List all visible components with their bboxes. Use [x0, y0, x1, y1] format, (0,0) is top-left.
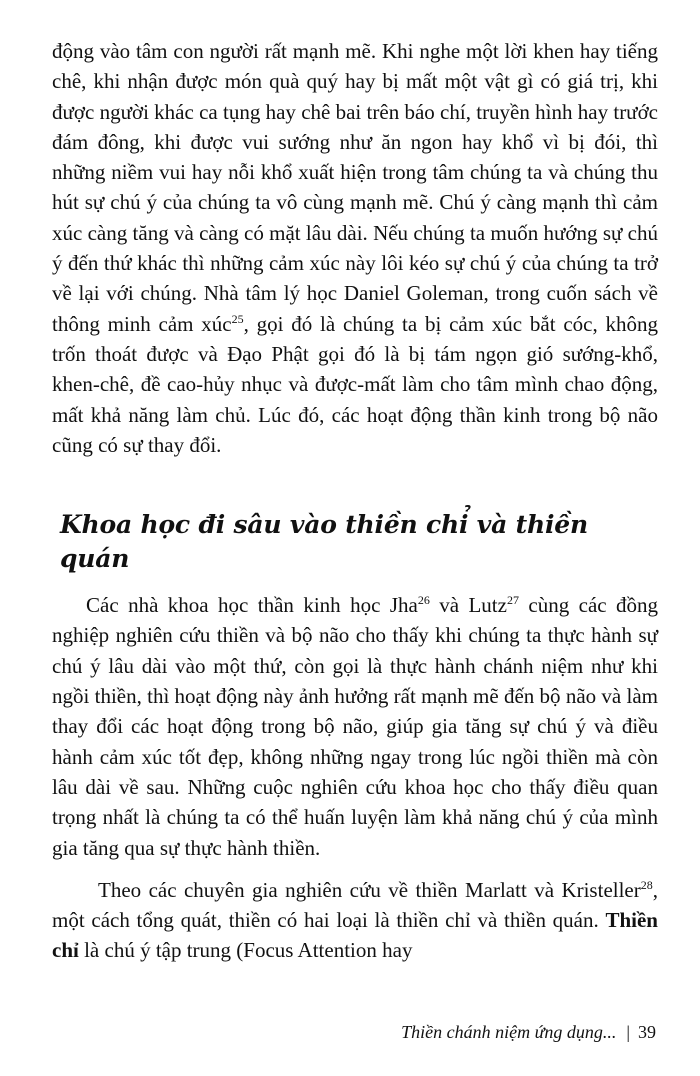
footnote-ref-28: 28	[640, 877, 653, 892]
body-paragraph-1	[52, 36, 658, 460]
paragraph-text: cùng các đồng nghiệp nghiên cứu thiền và bộ não cho thấy khi chúng ta thực hành sự chú ý lâu dài vào một thứ, còn gọi là thực hành chánh niệm như khi ngồi thiền, thì hoạt động này ảnh hưởng rất mạnh mẽ đến bộ não và làm thay đổi các hoạt động trong bộ não, giúp gia tăng sự chú ý và điều hành cảm xúc tốt đẹp, không những ngay trong lúc ngồi thiền mà còn lâu dài về sau. Những cuộc nghiên cứu khoa học cho thấy điều quan trọng nhất là chúng ta có thể huấn luyện làm khả năng chú ý của mình gia tăng qua sự thực hành thiền.	[52, 593, 658, 860]
body-paragraph-2	[52, 590, 658, 863]
paragraph-text: , gọi đó là chúng ta bị cảm xúc bắt cóc, không trốn thoát được và Đạo Phật gọi đó là bị tám ngọn gió sướng-khổ, khen-chê, đề cao-hủy nhục và được-mất làm cho tâm mình chao động, mất khả năng làm chủ. Lúc đó, các hoạt động thần kinh trong bộ não cũng có sự thay đổi.	[52, 311, 658, 457]
paragraph-text: Theo các chuyên gia nghiên cứu về thiền Marlatt và Kristeller	[98, 877, 641, 902]
bold-term: Thiền chỉ	[52, 908, 658, 963]
footnote-ref-25: 25	[231, 311, 244, 326]
paragraph-text: động vào tâm con người rất mạnh mẽ. Khi nghe một lời khen hay tiếng chê, khi nhận được món quà quý hay bị mất một vật gì có giá trị, khi được người khác ca tụng hay chê bai trên báo chí, truyền hình hay trước đám đông, khi được vui sướng như ăn ngon hay khổ vì bị đói, thì những niềm vui hay nỗi khổ xuất hiện trong tâm chúng ta và chúng thu hút sự chú ý của chúng ta vô cùng mạnh mẽ. Chú ý càng mạnh thì cảm xúc càng tăng và càng có mặt lâu dài. Nếu chúng ta muốn hướng sự chú ý đến thứ khác thì những cảm xúc này lôi kéo sự chú ý của chúng ta trở về lại với chúng. Nhà tâm lý học Daniel Goleman, trong cuốn sách về thông minh cảm xúc	[52, 39, 658, 336]
paragraph-text: , một cách tổng quát, thiền có hai loại là thiền chỉ và thiền quán.	[52, 877, 658, 933]
footnote-ref-26: 26	[417, 593, 430, 608]
footnote-ref-27: 27	[506, 593, 519, 608]
page-footer	[401, 1020, 656, 1044]
body-paragraph-3	[52, 875, 658, 966]
paragraph-text: Các nhà khoa học thần kinh học Jha	[86, 593, 418, 618]
running-title: Thiền chánh niệm ứng dụng...	[401, 1022, 617, 1042]
paragraph-text: là chú ý tập trung (Focus Attention hay	[78, 938, 413, 963]
paragraph-text: và Lutz	[429, 593, 507, 618]
section-heading: Khoa học đi sâu vào thiền chỉ và thiền quán	[60, 510, 588, 574]
page-content	[52, 36, 658, 966]
page-number: 39	[638, 1022, 656, 1042]
footer-separator: |	[626, 1022, 630, 1042]
